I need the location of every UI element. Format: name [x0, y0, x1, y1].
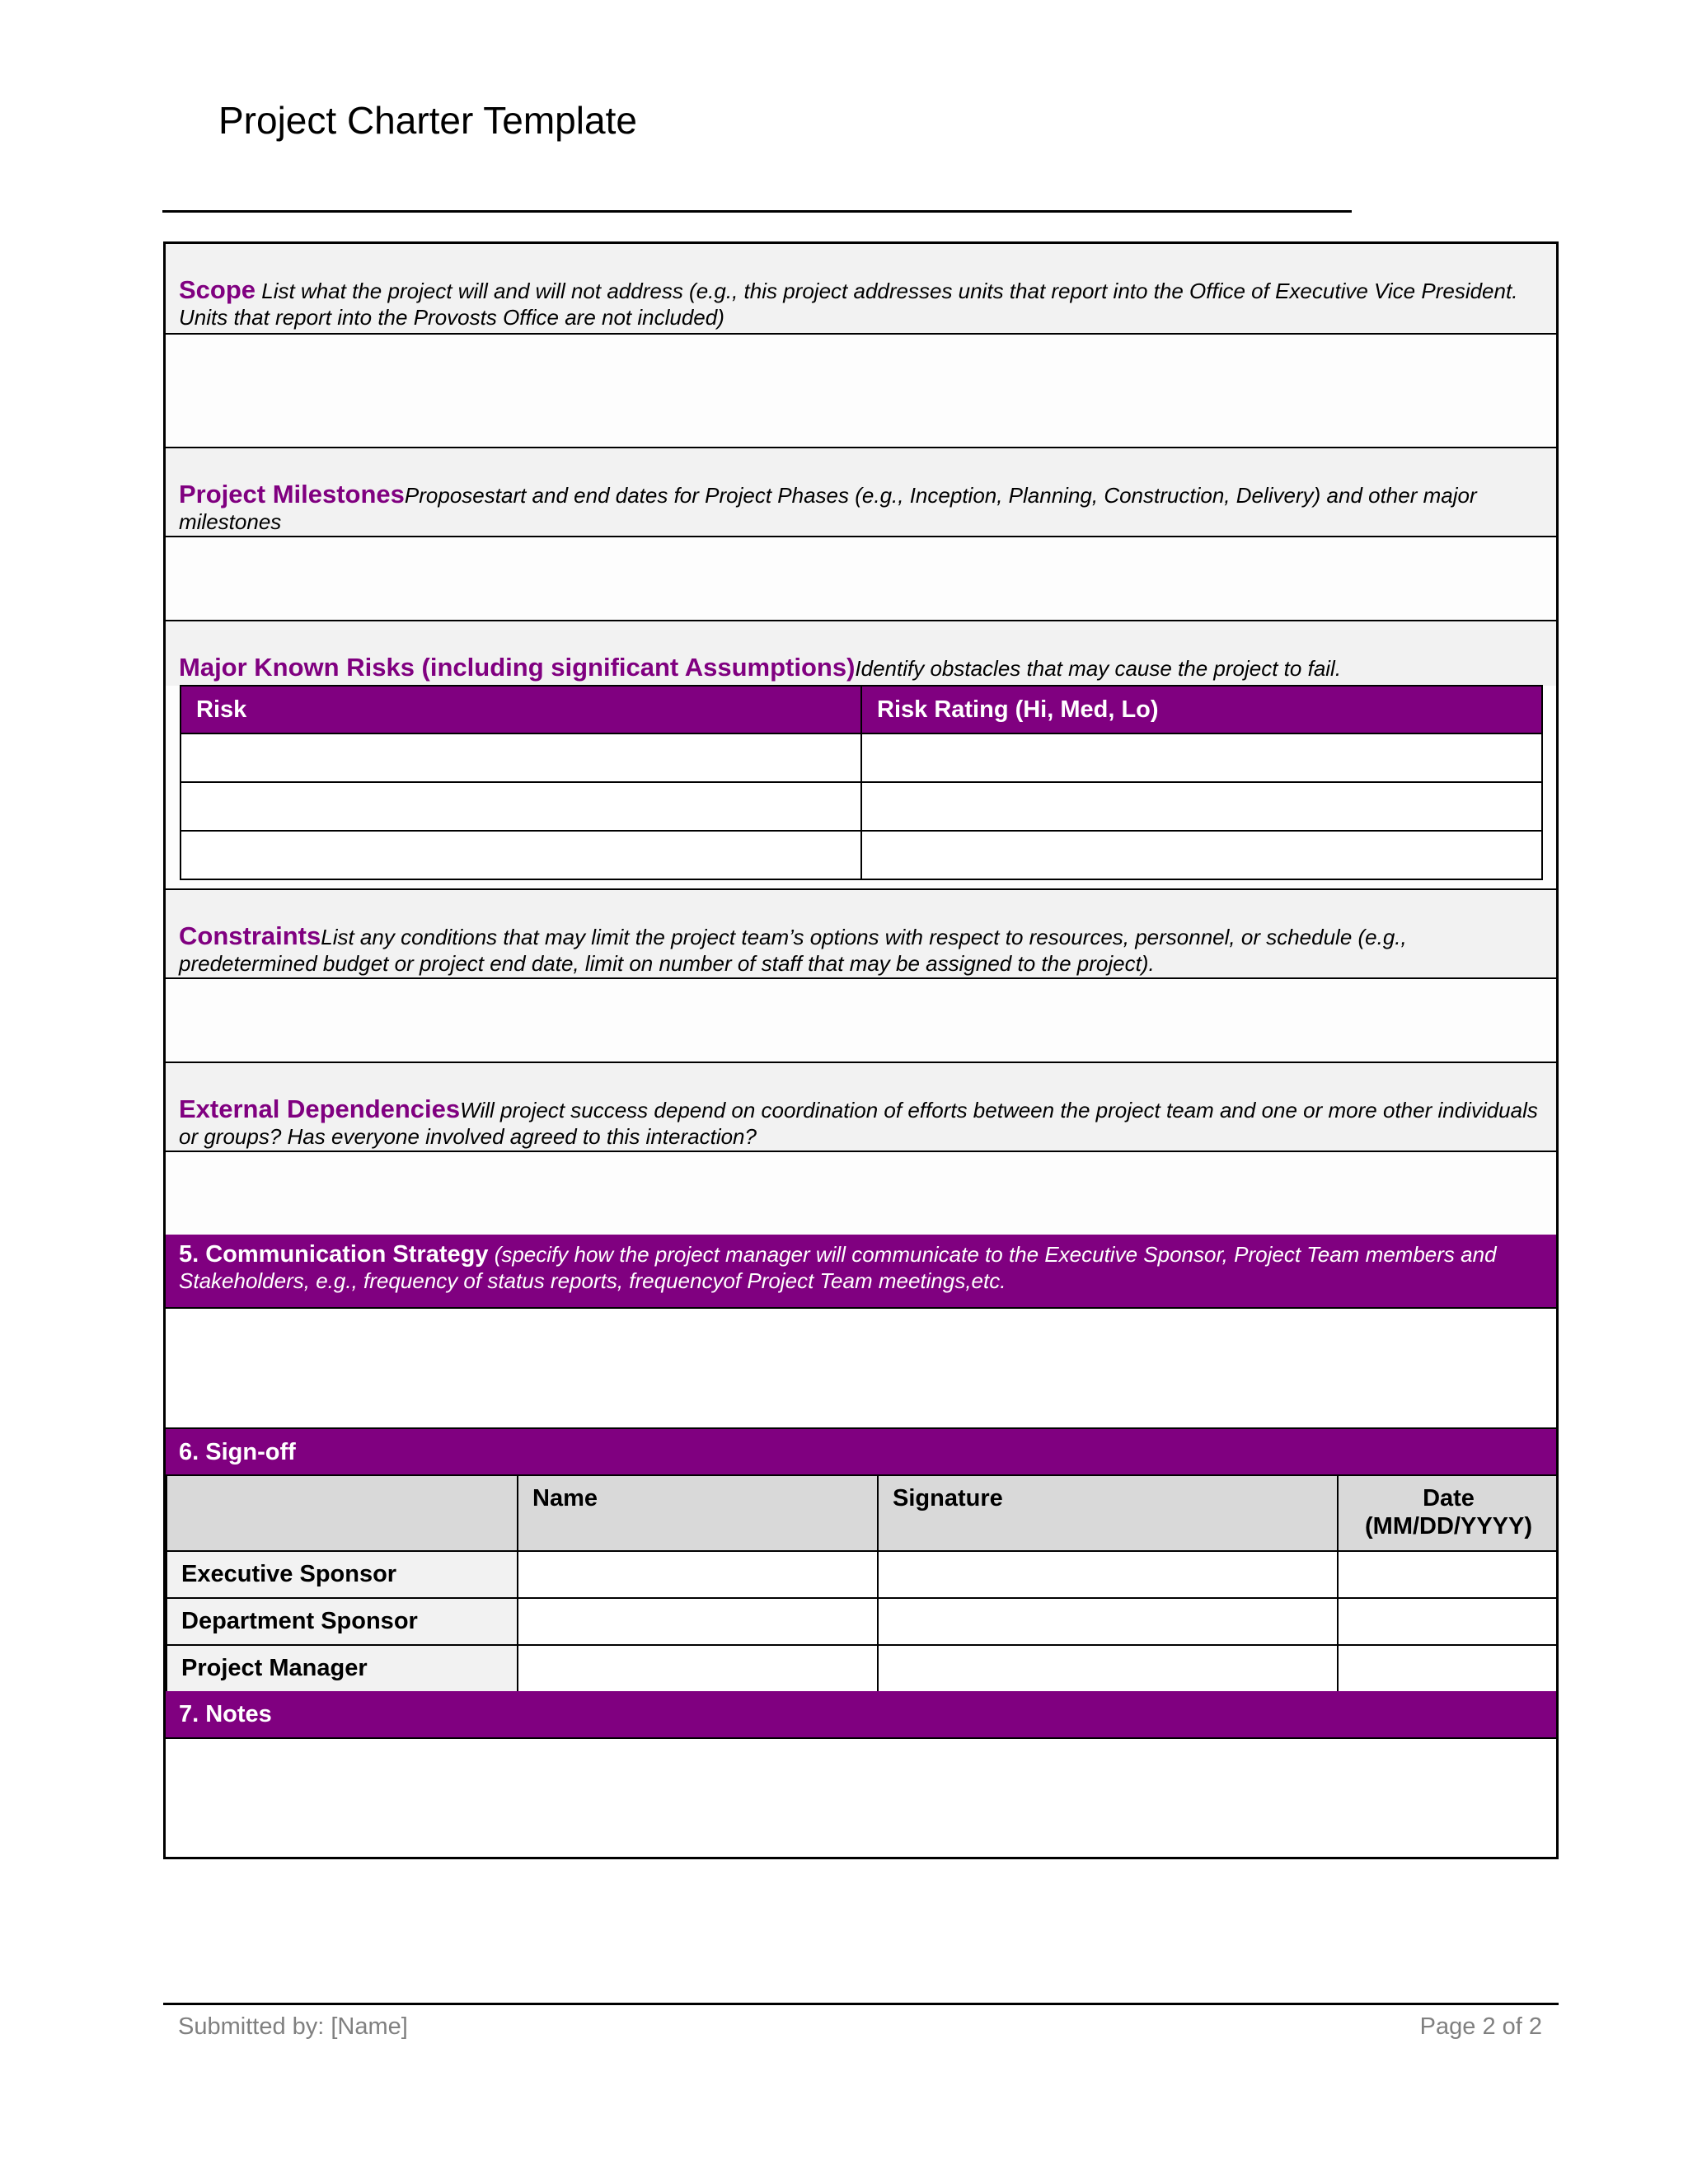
risks-header [166, 621, 1556, 686]
date-column-header: Date (MM/DD/YYYY) [1338, 1475, 1559, 1551]
title-divider [162, 210, 1352, 213]
constraints-label: Constraints [179, 921, 321, 950]
table-row [181, 733, 1542, 782]
scope-description: List what the project will and will not address (e.g., this project addresses units that report into the Office of Executive Vice President. Units that report into the Provosts Office are not included) [179, 279, 1518, 330]
constraints-header [166, 890, 1556, 977]
constraints-description: List any conditions that may limit the project team’s options with respect to resources, personnel, or schedule (e.g., predetermined budget or project end date, limit on number of staff that may be assigned to the project). [179, 925, 1407, 976]
name-column-header: Name [518, 1475, 878, 1551]
communication-header [166, 1235, 1556, 1307]
charter-form [163, 241, 1559, 1859]
milestones-input-area[interactable] [166, 537, 1556, 620]
risk-column-header: Risk [181, 686, 861, 733]
milestones-label: Project Milestones [179, 480, 405, 509]
dependencies-label: External Dependencies [179, 1094, 461, 1123]
page-number: Page 2 of 2 [1419, 2013, 1542, 2040]
risk-cell[interactable] [181, 733, 861, 782]
scope-input-area[interactable] [166, 335, 1556, 447]
signoff-label: 6. Sign-off [179, 1439, 296, 1465]
signature-cell[interactable] [878, 1551, 1338, 1598]
footer-divider [163, 2003, 1559, 2005]
role-executive-sponsor: Executive Sponsor [166, 1551, 518, 1598]
signature-cell[interactable] [878, 1598, 1338, 1645]
milestones-description: Proposestart and end dates for Project Phases (e.g., Inception, Planning, Construction, Delivery) and other major milestones [179, 483, 1477, 534]
name-cell[interactable] [518, 1645, 878, 1692]
signature-column-header: Signature [878, 1475, 1338, 1551]
communication-input-area[interactable] [166, 1309, 1556, 1427]
risks-description: Identify obstacles that may cause the project to fail. [855, 656, 1342, 681]
signoff-table [166, 1474, 1559, 1693]
role-project-manager: Project Manager [166, 1645, 518, 1692]
date-cell[interactable] [1338, 1645, 1559, 1692]
risk-rating-cell[interactable] [861, 782, 1542, 831]
dependencies-header [166, 1063, 1556, 1151]
table-row [166, 1598, 1559, 1645]
signoff-table-header-row [166, 1475, 1559, 1551]
notes-header [166, 1691, 1556, 1737]
risks-label: Major Known Risks (including significant Assumptions) [179, 653, 856, 682]
date-cell[interactable] [1338, 1598, 1559, 1645]
risk-rating-cell[interactable] [861, 831, 1542, 879]
communication-label: 5. Communication Strategy [179, 1241, 489, 1268]
communication-description: (specify how the project manager will communicate to the Executive Sponsor, Project Team members and Stakeholders, e.g., frequency of status reports, frequencyof Project Team meetings,etc. [179, 1242, 1497, 1293]
signoff-header [166, 1429, 1556, 1475]
name-cell[interactable] [518, 1598, 878, 1645]
notes-input-area[interactable] [166, 1739, 1556, 1859]
constraints-input-area[interactable] [166, 979, 1556, 1062]
role-department-sponsor: Department Sponsor [166, 1598, 518, 1645]
date-cell[interactable] [1338, 1551, 1559, 1598]
submitted-by: Submitted by: [Name] [178, 2013, 408, 2040]
dependencies-description: Will project success depend on coordination of efforts between the project team and one or more other individuals or groups? Has everyone involved agreed to this interaction? [179, 1098, 1538, 1149]
table-row [166, 1551, 1559, 1598]
scope-header [166, 244, 1556, 333]
table-row [181, 782, 1542, 831]
risk-cell[interactable] [181, 782, 861, 831]
risk-rating-column-header: Risk Rating (Hi, Med, Lo) [861, 686, 1542, 733]
risk-rating-cell[interactable] [861, 733, 1542, 782]
name-cell[interactable] [518, 1551, 878, 1598]
risks-table-header-row [181, 686, 1542, 733]
risk-cell[interactable] [181, 831, 861, 879]
table-row [166, 1645, 1559, 1692]
page-title: Project Charter Template [218, 99, 637, 142]
table-row [181, 831, 1542, 879]
risks-table [180, 685, 1543, 880]
role-column-header [166, 1475, 518, 1551]
milestones-header [166, 448, 1556, 536]
signature-cell[interactable] [878, 1645, 1338, 1692]
dependencies-input-area[interactable] [166, 1152, 1556, 1235]
scope-label: Scope [179, 275, 256, 304]
notes-label: 7. Notes [179, 1701, 272, 1727]
